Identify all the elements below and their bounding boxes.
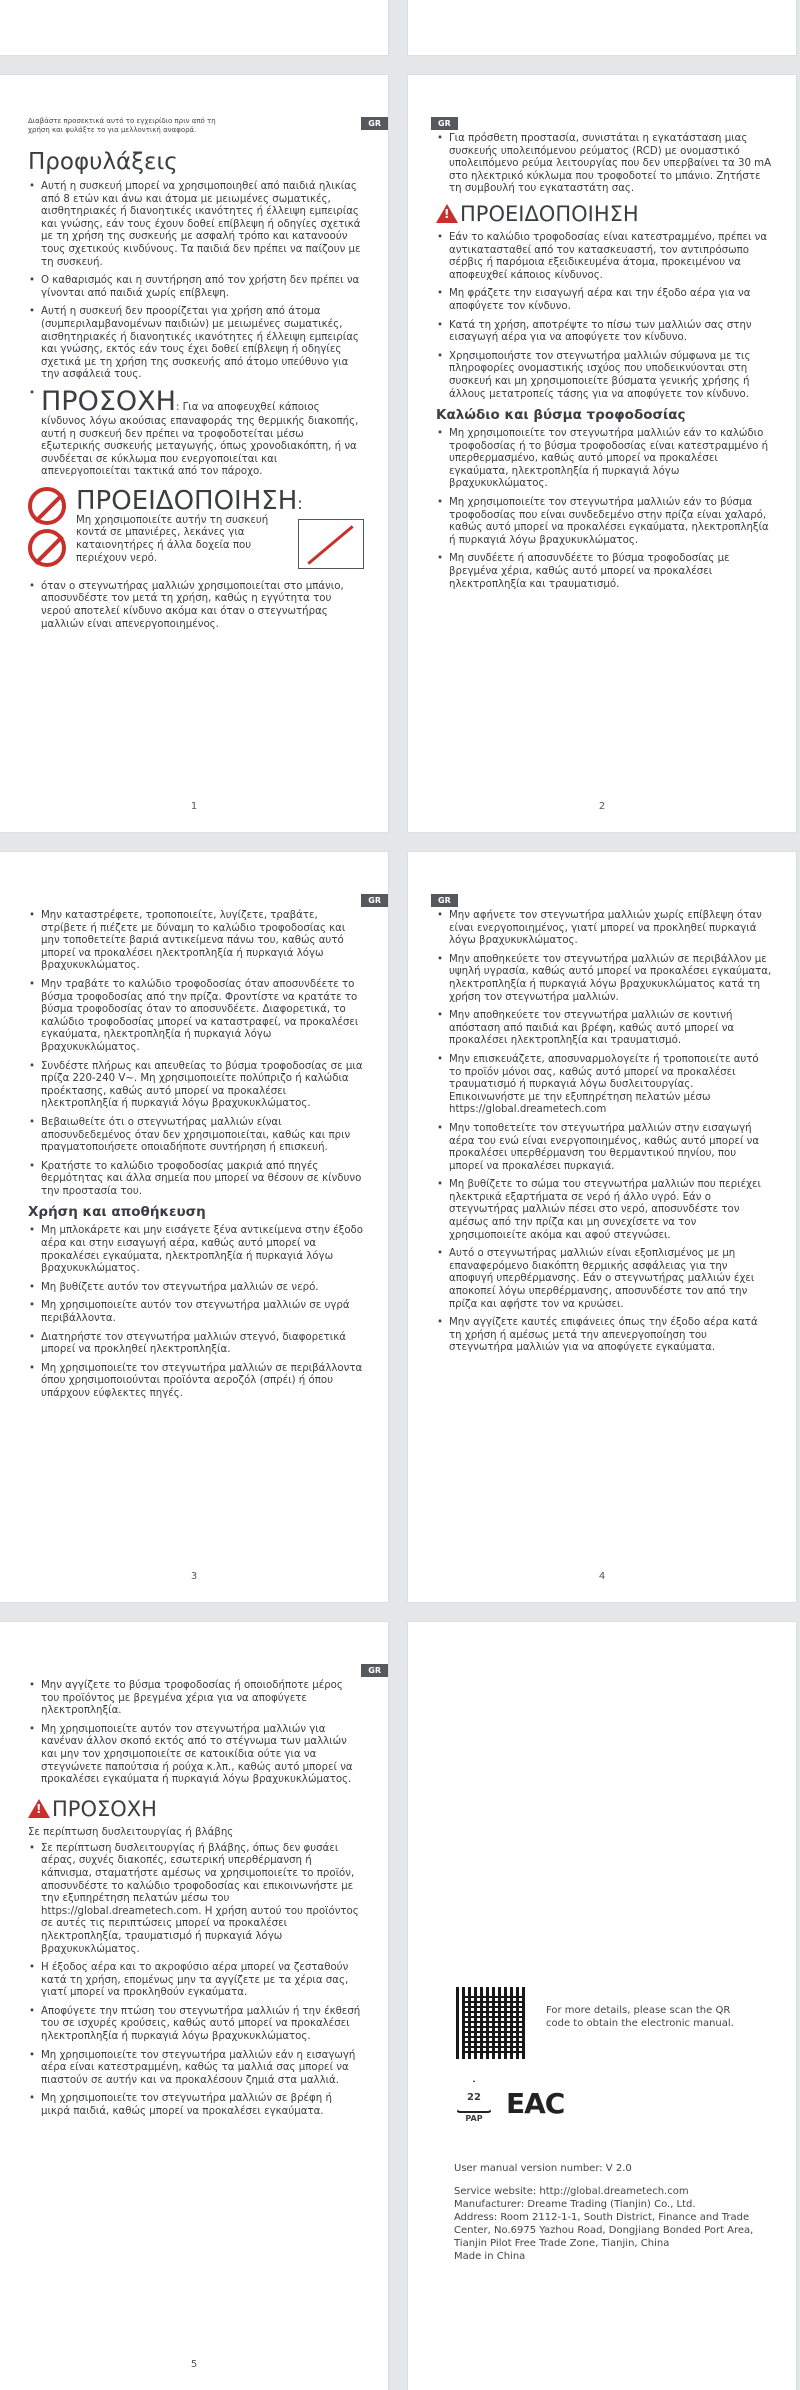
no-tub-icon	[298, 519, 364, 569]
language-tag: GR	[361, 1664, 388, 1677]
list-item: • Μη βυθίζετε το σώμα του στεγνωτήρα μαλλιών που περιέχει ηλεκτρικά εξαρτήματα σε νερό ή άλλο υγρό. Εάν ο στεγνωτήρας μαλλιών πέσει στο νερό, αποσυνδέστε τον αμέσως από την πρίζα και μη συνεχίσετε να τον χρησιμοποιείτε ακόμα και αφού στεγνώσει.	[436, 1179, 772, 1242]
list-item: • Μην αποθηκεύετε τον στεγνωτήρα μαλλιών σε περιβάλλον με υψηλή υγρασία, καθώς αυτό μπορεί να προκαλέσει εγκαύματα, ηλεκτροπληξία ή πυρκαγιά λόγω βραχυκυκλώματος κατά τη χρήση τον στεγνωτήρα μαλλιών.	[436, 954, 772, 1004]
recycle-number: 22	[467, 2092, 481, 2103]
list-item: • Αποφύγετε την πτώση του στεγνωτήρα μαλλιών ή την έκθεσή του σε ισχυρές κρούσεις, καθώς αυτό μπορεί να προκαλέσει ηλεκτροπληξία ή πυρκαγιά λόγω βραχυκυκλώματος.	[28, 2006, 364, 2044]
warning-heading: ΠΡΟΕΙΔΟΠΟΙΗΣΗ	[76, 485, 298, 516]
manual-version: User manual version number: V 2.0	[454, 2163, 632, 2174]
list-item: • Συνδέστε πλήρως και απευθείας το βύσμα τροφοδοσίας σε μια πρίζα 220-240 V~. Μη χρησιμοποιείτε πολύπριζο ή καλώδια προέκτασης, καθώς αυτό μπορεί να προκαλέσει ηλεκτροπληξία ή πυρκαγιά λόγω βραχυκυκλώματος.	[28, 1061, 364, 1111]
list-item: • όταν ο στεγνωτήρας μαλλιών χρησιμοποιείται στο μπάνιο, αποσυνδέστε τον μετά τη χρήση, καθώς η εγγύτητα του νερού αποτελεί κίνδυνο ακόμα και όταν ο στεγνωτήρας μαλλιών είναι απενεργοποιημένος.	[28, 581, 364, 631]
page-title: Προφυλάξεις	[28, 149, 178, 175]
usage-list-end	[28, 1680, 364, 1787]
list-item: • Μη χρησιμοποιείτε αυτόν τον στεγνωτήρα μαλλιών για κανέναν άλλον σκοπό εκτός από το στέγνωμα των μαλλιών και μην τον χρησιμοποιείτε σε κατοικίδια ούτε για να στεγνώνετε παπούτσια ή ρούχα κ.λπ., καθώς αυτό μπορεί να προκαλέσει εγκαύματα ή πυρκαγιά λόγω βραχυκυκλώματος.	[28, 1724, 364, 1787]
service-website: Service website: http://global.dreametech.com	[454, 2186, 689, 2197]
list-item: • Μη φράζετε την εισαγωγή αέρα και την έξοδο αέρα για να αποφύγετε τον κίνδυνο.	[436, 288, 772, 313]
page-number: 2	[598, 801, 606, 812]
page-5	[0, 1622, 388, 2390]
language-tag: GR	[361, 117, 388, 130]
made-in: Made in China	[454, 2251, 526, 2262]
list-item: • Ο καθαρισμός και η συντήρηση από τον χρήστη δεν πρέπει να γίνονται από παιδιά χωρίς επίβλεψη.	[28, 275, 364, 300]
list-item: • Μη χρησιμοποιείτε τον στεγνωτήρα μαλλιών εάν η εισαγωγή αέρα είναι κατεστραμμένη, καθώς τα μαλλιά σας μπορεί να πιαστούν σε αυτήν και να προκαλέσουν ζημιά στα μαλλιά.	[28, 2050, 364, 2088]
precautions-list	[28, 181, 364, 479]
warning-text-block	[76, 487, 364, 569]
list-item: • Μη χρησιμοποιείτε αυτόν τον στεγνωτήρα μαλλιών σε υγρά περιβάλλοντα.	[28, 1300, 364, 1325]
eac-mark-icon: EAC	[506, 2086, 565, 2120]
caution-heading: ΠΡΟΣΟΧΗ	[41, 385, 176, 417]
list-item: • Η έξοδος αέρα και το ακροφύσιο αέρα μπορεί να ζεσταθούν κατά τη χρήση, επομένως μην τα αγγίζετε με τα χέρια σας, γιατί μπορεί να προκληθούν εγκαύματα.	[28, 1962, 364, 2000]
warning-title-text: ΠΡΟΕΙΔΟΠΟΙΗΣΗ	[460, 201, 639, 226]
section-heading: Καλώδιο και βύσμα τροφοδοσίας	[436, 407, 686, 424]
list-item: • Αυτό ο στεγνωτήρας μαλλιών είναι εξοπλισμένος με μη επαναφερόμενο διακόπτη θερμικής ασφάλειας για την αποφυγή υπερθέρμανσης. Εάν ο στεγνωτήρας μαλλιών έχει αποκοπεί λόγω υπερθέρμανσης, αποσυνδέστε τον από την πρίζα και αφήστε τον να κρυώσει.	[436, 1248, 772, 1311]
caution-title	[28, 1797, 364, 1821]
recycling-icon	[454, 2080, 494, 2126]
usage-list-cont	[436, 910, 772, 1355]
usage-list	[28, 1225, 364, 1400]
page-4	[408, 852, 796, 1602]
list-item: • Αυτή η συσκευή μπορεί να χρησιμοποιηθεί από παιδιά ηλικίας από 8 ετών και άνω και άτομα με μειωμένες σωματικές, αισθητηριακές ή διανοητικές ικανότητες ή έλλειψη εμπειρίας και γνώσης, εάν τους έχουν δοθεί επίβλεψη ή οδηγίες σχετικά με τη χρήση της συσκευής με ασφαλή τρόπο και κατανοούν τους σχετικούς κινδύνους. Τα παιδιά δεν πρέπει να παίζουν με τη συσκευή.	[28, 181, 364, 269]
page-4-body	[436, 910, 772, 1361]
qr-caption: For more details, please scan the QR code to obtain the electronic manual.	[546, 2005, 734, 2029]
list-item: • Σε περίπτωση δυσλειτουργίας ή βλάβης, όπως δεν φυσάει αέρας, συχνές διακοπές, εσωτερική υπερθέρμανση ή κάπνισμα, σταματήστε αμέσως να χρησιμοποιείτε το προϊόν, αποσυνδέστε το καλώδιο τροφοδοσίας και επικοινωνήστε με την εξυπηρέτηση πελατών μέσω του https://global.dreametech.com. Η χρήση αυτού του προϊόντος σε αυτές τις περιπτώσεις μπορεί να προκαλέσει ηλεκτροπληξία, τραυματισμό ή πυρκαγιά λόγω βραχυκυκλώματος.	[28, 1843, 364, 1956]
read-note: Διαβάστε προσεκτικά αυτό το εγχειρίδιο πριν από τη χρήση και φυλάξτε το για μελλοντική αναφορά.	[28, 117, 216, 134]
page-top-right-partial	[408, 0, 796, 55]
no-bathtub-icon	[28, 487, 66, 525]
list-item: • Βεβαιωθείτε ότι ο στεγνωτήρας μαλλιών είναι αποσυνδεδεμένος όταν δεν χρησιμοποιείται, καθώς και πριν πραγματοποιήσετε οποιαδήποτε συντήρηση ή επισκευή.	[28, 1117, 364, 1155]
warning-block	[28, 487, 364, 569]
page-2-body	[436, 133, 772, 597]
list-item: • Μην καταστρέφετε, τροποποιείτε, λυγίζετε, τραβάτε, στρίβετε ή πιέζετε με δύναμη το καλώδιο τροφοδοσίας και μην τοποθετείτε βαριά αντικείμενα πάνω του, καθώς αυτό μπορεί να προκαλέσει ηλεκτροπληξία ή πυρκαγιά λόγω βραχυκυκλώματος.	[28, 910, 364, 973]
caution-item	[28, 385, 364, 479]
page-number: 5	[190, 2359, 198, 2370]
language-tag: GR	[431, 117, 458, 130]
list-item: • Μη βυθίζετε αυτόν τον στεγνωτήρα μαλλιών σε νερό.	[28, 1282, 364, 1295]
page-number: 1	[190, 801, 198, 812]
list-item: • Μη μπλοκάρετε και μην εισάγετε ξένα αντικείμενα στην έξοδο αέρα και στην εισαγωγή αέρα, καθώς αυτό μπορεί να προκαλέσει εγκαύματα, ηλεκτροπληξία ή πυρκαγιά λόγω βραχυκυκλώματος.	[28, 1225, 364, 1275]
page-top-left-partial	[0, 0, 388, 55]
list-item: • Διατηρήστε τον στεγνωτήρα μαλλιών στεγνό, διαφορετικά μπορεί να προκληθεί ηλεκτροπληξία.	[28, 1332, 364, 1357]
precautions-list-2	[28, 581, 364, 631]
address: Address: Room 2112-1-1, South District, Finance and Trade Center, No.6975 Yazhou Road, Dongjiang Bonded Port Area, Tianjin Pilot Free Trade Zone, Tianjin, China	[454, 2212, 754, 2249]
warning-list	[436, 232, 772, 401]
cord-list-cont	[28, 910, 364, 1198]
recycle-label: PAP	[465, 2114, 483, 2123]
manufacturer-info	[454, 2162, 774, 2263]
list-item: • Μην αφήνετε τον στεγνωτήρα μαλλιών χωρίς επίβλεψη όταν είναι ενεργοποιημένος, γιατί μπορεί να προκληθεί πυρκαγιά λόγω βραχυκυκλώματος.	[436, 910, 772, 948]
page-2	[408, 75, 796, 832]
list-item: • Μη συνδέετε ή αποσυνδέετε το βύσμα τροφοδοσίας με βρεγμένα χέρια, καθώς αυτό μπορεί να προκαλέσει ηλεκτροπληξία και τραυματισμό.	[436, 553, 772, 591]
cord-list	[436, 428, 772, 591]
page-number: 3	[190, 1571, 198, 1582]
page-6	[408, 1622, 796, 2390]
warning-colon: :	[297, 493, 303, 513]
no-shower-icon	[28, 529, 66, 567]
list-item: • Μην τραβάτε το καλώδιο τροφοδοσίας όταν αποσυνδέετε το βύσμα τροφοδοσίας από την πρίζα. Φροντίστε να κρατάτε το βύσμα τροφοδοσίας όταν το αποσυνδέετε. Διαφορετικά, το καλώδιο τροφοδοσίας μπορεί να καταστραφεί, να προκαλέσει εγκαύματα, ηλεκτροπληξία ή πυρκαγιά λόγω βραχυκυκλώματος.	[28, 979, 364, 1055]
language-tag: GR	[361, 894, 388, 907]
page-5-body	[28, 1680, 364, 2125]
list-item: • Αυτή η συσκευή δεν προορίζεται για χρήση από άτομα (συμπεριλαμβανομένων παιδιών) με μειωμένες σωματικές, αισθητηριακές ή διανοητικές ικανότητες ή έλλειψη εμπειρίας και γνώσης, εκτός εάν τους έχει δοθεί επίβλεψη ή οδηγίες σχετικά με τη χρήση της συσκευής από άτομο υπεύθυνο για την ασφάλειά τους.	[28, 306, 364, 382]
page-1	[0, 75, 388, 832]
page-1-body	[28, 117, 364, 637]
list-item: • Μην αποθηκεύετε τον στεγνωτήρα μαλλιών σε κοντινή απόσταση από παιδιά και βρέφη, καθώς αυτό μπορεί να προκαλέσει ηλεκτροπληξία και τραυματισμό.	[436, 1010, 772, 1048]
manufacturer: Manufacturer: Dreame Trading (Tianjin) Co., Ltd.	[454, 2199, 696, 2210]
warning-text: Μη χρησιμοποιείτε αυτήν τη συσκευή κοντά σε μπανιέρες, λεκάνες για καταιονητήρες ή άλλα δοχεία που περιέχουν νερό.	[76, 514, 269, 564]
certification-marks	[454, 2080, 564, 2126]
warning-title	[436, 202, 772, 226]
warning-icons	[28, 487, 76, 569]
list-item: • Μη χρησιμοποιείτε τον στεγνωτήρα μαλλιών σε περιβάλλοντα όπου χρησιμοποιούνται προϊόντα αεροζόλ (σπρέι) ή όπου υπάρχουν εύφλεκτες πηγές.	[28, 1363, 364, 1401]
list-item: • Μην τοποθετείτε τον στεγνωτήρα μαλλιών στην εισαγωγή αέρα του ενώ είναι ενεργοποιημένος, καθώς αυτό μπορεί να προκαλέσει υπερθέρμανση του θερμαντικού πηνίου, που μπορεί να προκαλέσει πυρκαγιά.	[436, 1123, 772, 1173]
section-heading: Χρήση και αποθήκευση	[28, 1204, 206, 1221]
list-item: • Μην αγγίζετε το βύσμα τροφοδοσίας ή οποιοδήποτε μέρος του προϊόντος με βρεγμένα χέρια για να αποφύγετε ηλεκτροπληξία.	[28, 1680, 364, 1718]
list-item: • Μη χρησιμοποιείτε τον στεγνωτήρα μαλλιών εάν το βύσμα τροφοδοσίας που είναι συνδεδεμένο στην πρίζα είναι χαλαρό, καθώς αυτό μπορεί να προκαλέσει εγκαύματα, ηλεκτροπληξία ή πυρκαγιά λόγω βραχυκυκλώματος.	[436, 497, 772, 547]
list-item: • Κρατήστε το καλώδιο τροφοδοσίας μακριά από πηγές θερμότητας και άλλα σημεία που μπορεί να θέσουν σε κίνδυνο την προστασία του.	[28, 1161, 364, 1199]
rcd-list	[436, 133, 772, 196]
list-item: • Εάν το καλώδιο τροφοδοσίας είναι κατεστραμμένο, πρέπει να αντικατασταθεί από τον κατασκευαστή, τον αντιπρόσωπο σέρβις ή παρόμοια εξειδικευμένα άτομα, προκειμένου να αποφευχθεί κάποιος κίνδυνος.	[436, 232, 772, 282]
page-number: 4	[598, 1571, 606, 1582]
warning-triangle-icon	[28, 1799, 50, 1818]
page-3-body	[28, 910, 364, 1407]
list-item: • Μη χρησιμοποιείτε τον στεγνωτήρα μαλλιών εάν το καλώδιο τροφοδοσίας ή το βύσμα τροφοδοσίας είναι κατεστραμμένο ή υπερθερμασμένο, καθώς αυτό μπορεί να προκαλέσει εγκαύματα, ηλεκτροπληξία ή πυρκαγιά λόγω βραχυκυκλώματος.	[436, 428, 772, 491]
list-item: • Για πρόσθετη προστασία, συνιστάται η εγκατάσταση μιας συσκευής υπολειπόμενου ρεύματος (RCD) με ονομαστικό υπολειπόμενο ρεύμα λειτουργίας που δεν υπερβαίνει τα 30 mA στο ηλεκτρικό κύκλωμα που τροφοδοτεί το μπάνιο. Ζητήστε τη συμβουλή του εγκαταστάτη σας.	[436, 133, 772, 196]
malfunction-list	[28, 1843, 364, 2119]
caution-title-text: ΠΡΟΣΟΧΗ	[52, 1796, 157, 1821]
qr-code-icon[interactable]	[456, 1987, 528, 2059]
caution-text: : Για να αποφευχθεί κάποιος κίνδυνος λόγω ακούσιας επαναφοράς της θερμικής διακοπής, αυτή η συσκευή δεν πρέπει να τροφοδοτείται μέσω εξωτερικής συσκευής μεταγωγής, όπως χρονοδιακόπτη, ή να συνδέεται σε κύκλωμα που ενεργοποιείται και απενεργοποιείται τακτικά από τον πάροχο.	[41, 401, 359, 478]
warning-triangle-icon	[436, 204, 458, 223]
list-item: • Χρησιμοποιήστε τον στεγνωτήρα μαλλιών σύμφωνα με τις πληροφορίες ονομαστικής ισχύος που υποδεικνύονται στη συσκευή και μη χρησιμοποιείτε βύσματα γενικής χρήσης ή άλλους μετατροπείς τάσης για να αποφύγετε τον κίνδυνο.	[436, 351, 772, 401]
list-item: • Μην αγγίζετε καυτές επιφάνειες όπως την έξοδο αέρα κατά τη χρήση ή αμέσως μετά την απενεργοποίηση του στεγνωτήρα μαλλιών για να αποφύγετε εγκαύματα.	[436, 1317, 772, 1355]
section-heading: Σε περίπτωση δυσλειτουργίας ή βλάβης	[28, 1826, 234, 1838]
list-item: • Μην επισκευάζετε, αποσυναρμολογείτε ή τροποποιείτε αυτό το προϊόν μόνοι σας, καθώς αυτό μπορεί να προκαλέσει τραυματισμό ή πυρκαγιά λόγω δυσλειτουργίας. Επικοινωνήστε με την εξυπηρέτηση πελατών μέσω https://global.dreametech.com	[436, 1054, 772, 1117]
list-item: • Μη χρησιμοποιείτε τον στεγνωτήρα μαλλιών σε βρέφη ή μικρά παιδιά, καθώς μπορεί να προκαλέσει εγκαύματα.	[28, 2093, 364, 2118]
list-item: • Κατά τη χρήση, αποτρέψτε το πίσω των μαλλιών σας στην εισαγωγή αέρα για να αποφύγετε τον κίνδυνο.	[436, 320, 772, 345]
language-tag: GR	[431, 894, 458, 907]
page-3	[0, 852, 388, 1602]
